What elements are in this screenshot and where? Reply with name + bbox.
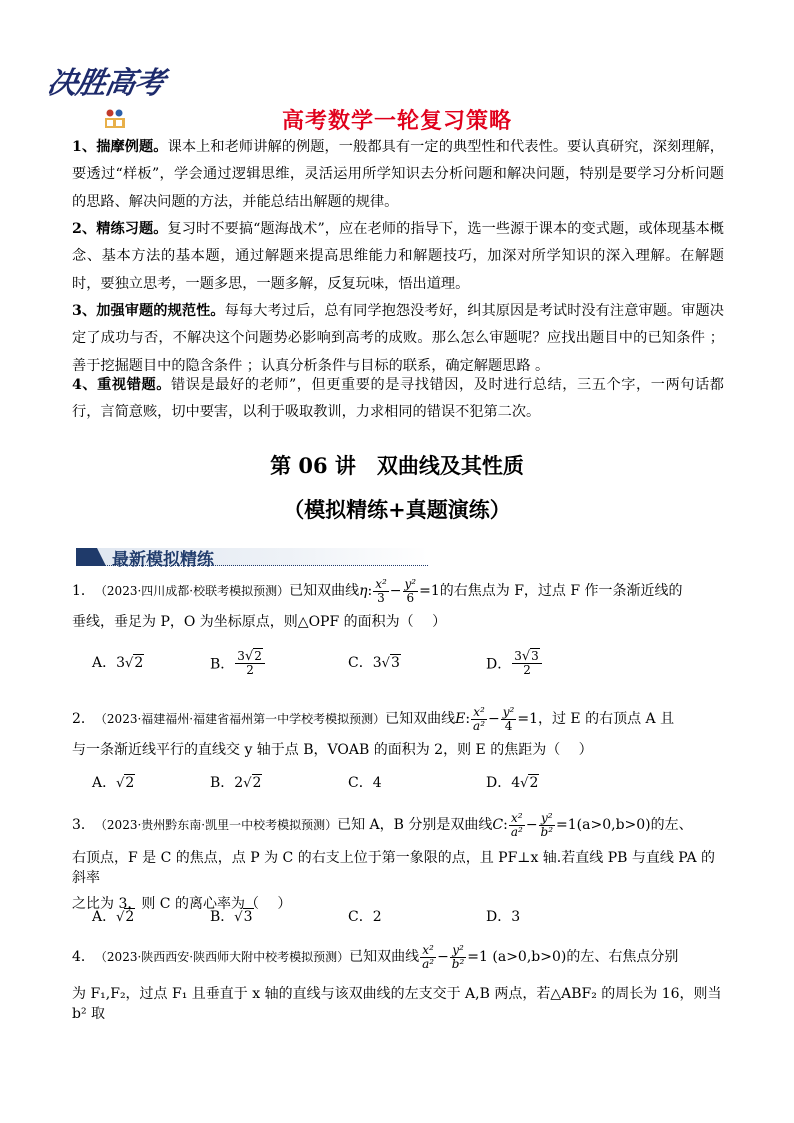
strategy-text: 课本上和老师讲解的例题，一般都具有一定的典型性和代表性。要认真研究，深刻理解，要透过“样板”，学会通过逻辑思维，灵活运用所学知识去分析问题和解决问题，特别是要学习分析问题的思路、解决问题的方法，并能总结出解题的规律。 [72,139,724,210]
question-4: 4． （2023·陕西西安·陕西师大附中校考模拟预测） 已知双曲线 $\frac{\text{x²}}{\text{a²}}$ − $\frac{\text{y²}}{\text{b²}}$ =1 (a>0,b>0) 的左、右焦点分别 为 F₁,F₂，过点 F₁ 且垂直于 x 轴的直线与该双曲线的左支交于 A,B 两点，若△ABF₂ 的周长为 16，则当 b² 取 [72,942,722,1022]
strategy-text: 复习时不要搞“题海战术”，应在老师的指导下，选一些源于课本的变式题，或体现基本概念、基本方法的基本题，通过解题来提高思维能力和解题技巧，加深对所学知识的深入理解。在解题时，要独立思考，一题多思，一题多解，反复玩味，悟出道理。 [72,221,724,292]
logo-text: 决胜高考 [44,66,167,101]
option-d[interactable]: D． $\frac{3√3}{2}$ [486,650,543,686]
strategy-label: 2、精练习题。 [72,221,168,237]
question-2-options [92,772,712,808]
option-d[interactable]: D．4√2 [486,775,539,791]
option-a[interactable]: A．3√2 [92,655,144,671]
option-c[interactable]: C．3√3 [348,655,400,671]
option-b[interactable]: B．2√2 [210,775,262,791]
option-c[interactable]: C．4 [348,775,382,791]
strategy-text: 错误是最好的老师”，但更重要的是寻找错因，及时进行总结，三五个字，一两句话都行，言简意赅，切中要害，以利于吸取教训，力求相同的错误不犯第二次。 [72,377,724,421]
question-1: 1． （2023·四川成都·校联考模拟预测） 已知双曲线 η : $\frac{\text{x²}}{3}$ − $\frac{\text{y²}}{6}$ =1 的右焦点为 F，过点 F 作一条渐近线的 垂线，垂足为 P，O 为坐标原点，则△OPF 的面积为（ ） [72,576,683,630]
question-3-options [92,906,712,942]
strategy-text: 每每大考过后，总有同学抱怨没考好，纠其原因是考试时没有注意审题。审题决定了成功与否，不解决这个问题势必影响到高考的成败。那么怎么审题呢？应找出题目中的已知条件 ；善于挖掘题目中的隐含条件 ；认真分析条件与目标的联系，确定解题思路 。 [72,303,724,374]
question-1-options [92,649,712,688]
lecture-subtitle: （模拟精练+真题演练） [283,497,511,522]
option-b[interactable]: B． $\frac{3√2}{2}$ [210,650,266,686]
strategy-label: 1、揣摩例题。 [72,139,168,155]
question-3: 3． （2023·贵州黔东南·凯里一中校考模拟预测） 已知 A，B 分别是双曲线 C : $\frac{\text{x²}}{\text{a²}}$ − $\frac{\text{y²}}{\text{b²}}$ =1(a>0,b>0) 的左、 右顶点，F 是 C 的焦点，点 P 为 C 的右支上位于第一象限的点，且 PF⊥x 轴.若直线 PB 与直线 PA 的斜率 之比为 3，则 C 的离心率为（ ） [72,810,716,912]
section-header [76,542,428,568]
option-c[interactable]: C．2 [348,909,382,925]
strategy-2 [72,216,724,298]
lecture-title: 第 06 讲 双曲线及其性质 [270,453,524,478]
strategy-4 [72,372,724,427]
section-title: 最新模拟精练 [112,550,214,570]
strategy-3 [72,298,724,380]
strategy-label: 4、重视错题。 [72,377,171,393]
option-a[interactable]: A．√2 [92,775,135,791]
option-a[interactable]: A．√2 [92,909,135,925]
strategy-1 [72,134,724,216]
option-d[interactable]: D．3 [486,909,521,925]
option-b[interactable]: B．√3 [210,909,253,925]
question-2: 2． （2023·福建福州·福建省福州第一中学校考模拟预测） 已知双曲线 E : $\frac{\text{x²}}{\text{a²}}$ − $\frac{\text{y²}}{4}$ =1 ，过 E 的右顶点 A 且 与一条渐近线平行的直线交 y 轴于点 B，VOAB 的面积为 2，则 E 的焦距为（ ） [72,704,675,758]
page-title: 高考数学一轮复习策略 [281,109,512,134]
strategy-label: 3、加强审题的规范性。 [72,303,225,319]
